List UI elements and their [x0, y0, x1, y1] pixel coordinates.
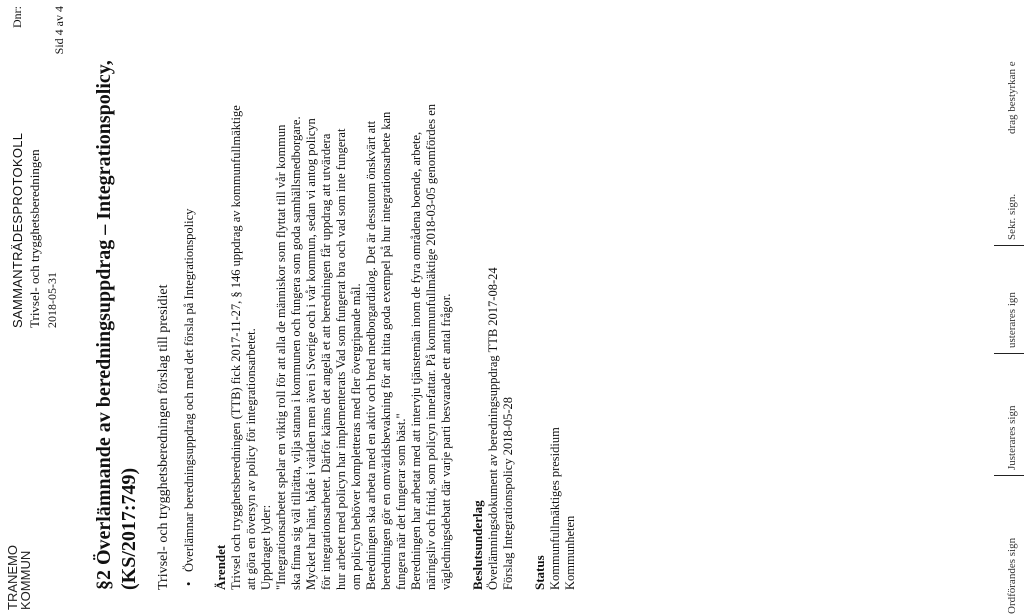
logo-line-2: KOMMUN	[18, 550, 33, 610]
signature-label: drag bestyrkan e	[1006, 61, 1018, 134]
beslutsunderlag-line: Överlämningsdokument av beredningsuppdrag TTB 2017-08-24	[486, 267, 500, 590]
dnr-label: Dnr:	[10, 6, 24, 28]
arendet-line: att göra en översyn av policy för integrationsarbetet.	[244, 328, 258, 590]
kommun-logo	[6, 545, 32, 610]
proposal-bullet	[182, 0, 197, 590]
arendet-line: Trivsel och trygghetsberedningen (TTB) fick 2017-11-27, § 146 uppdrag av kommunfullmäktige	[229, 105, 243, 590]
arendet-text	[229, 0, 454, 590]
arendet-line: om policyn behöver kompletteras med fler övergripande mål.	[349, 283, 363, 590]
document-body	[92, 0, 578, 590]
signature-divider	[994, 475, 1024, 476]
signature-bar	[990, 0, 1024, 616]
section-title: §2 Överlämnande av beredningsuppdrag – Integrationspolicy, (KS/2017:749)	[93, 60, 140, 590]
logo-line-1: TRANEMO	[5, 545, 20, 610]
arendet-line: "Integrationsarbetet spelar en viktig roll för att alla de människor som flyttat till vår kommun	[274, 124, 288, 590]
section-subtitle: Trivsel- och trygghetsberedningen förslag till presidiet	[156, 284, 171, 590]
status-line: Kommunheten	[563, 515, 577, 590]
committee-name: Trivsel- och trygghetsberedningen	[27, 149, 42, 328]
arendet-line: Mycket har hänt, både i världen men även i Sverige och i vår kommun, sedan vi antog policyn	[304, 118, 318, 590]
arendet-line: fungera när det fungerar som bäst."	[394, 413, 408, 590]
arendet-line: hur arbetet med policyn har implementerats Vad som fungerat bra och vad som inte fungerat	[334, 128, 348, 590]
page-number: Sid 4 av 4	[52, 6, 66, 55]
signature-label: Ordförandes sign	[1006, 537, 1018, 614]
header-block	[10, 8, 60, 328]
bullet-icon: •	[182, 581, 196, 586]
arendet-line: näringsliv och fritid, som policyn innefattar. På kommunfullmäktige 2018-03-05 genomfördes en	[424, 103, 438, 590]
beslutsunderlag-heading: Beslutsunderlag	[470, 500, 485, 590]
arendet-line: Beredningen ska arbeta med en aktiv och bred medborgardialog. Det är dessutom önskvärt att	[364, 120, 378, 590]
arendet-line: Beredningen har arbetat med att intervju tjänstemän inom de fyra områdena boende, arbete,	[409, 131, 423, 590]
beslutsunderlag-line: Förslag Integrationspolicy 2018-05-28	[501, 396, 515, 590]
arendet-line: Uppdraget lyder:	[259, 504, 273, 590]
arendet-heading: Ärendet	[213, 544, 228, 590]
signature-label: usterares ign	[1006, 292, 1018, 348]
meeting-date: 2018-05-31	[45, 272, 59, 328]
arendet-line: för integrationsarbetet. Därför känns det angelä et att beredningen får uppdrag att utvärdera	[319, 133, 333, 590]
status-heading: Status	[532, 555, 547, 590]
signature-divider	[994, 353, 1024, 354]
status-line: Kommunfullmäktiges presidium	[548, 427, 562, 590]
bullet-text: Överlämnar beredningsuppdrag och med det försla på Integrationspolicy	[182, 208, 196, 572]
arendet-line: vägledningsdebatt där varje parti besvarade ett antal frågor.	[439, 293, 453, 590]
signature-label: Sekr. sign.	[1006, 193, 1018, 240]
arendet-line: beredningen gör en omvärldsbevakning för att hitta goda exempel på hur integrationsarbete kan	[379, 111, 393, 590]
signature-label: Justerares sign	[1006, 405, 1018, 470]
signature-divider	[994, 245, 1024, 246]
arendet-line: ska finna sig väl tillrätta, vilja stanna i kommunen och fungera som goda samhällsmedborgare.	[289, 116, 303, 590]
document-type: SAMMANTRÄDESPROTOKOLL	[10, 132, 25, 328]
